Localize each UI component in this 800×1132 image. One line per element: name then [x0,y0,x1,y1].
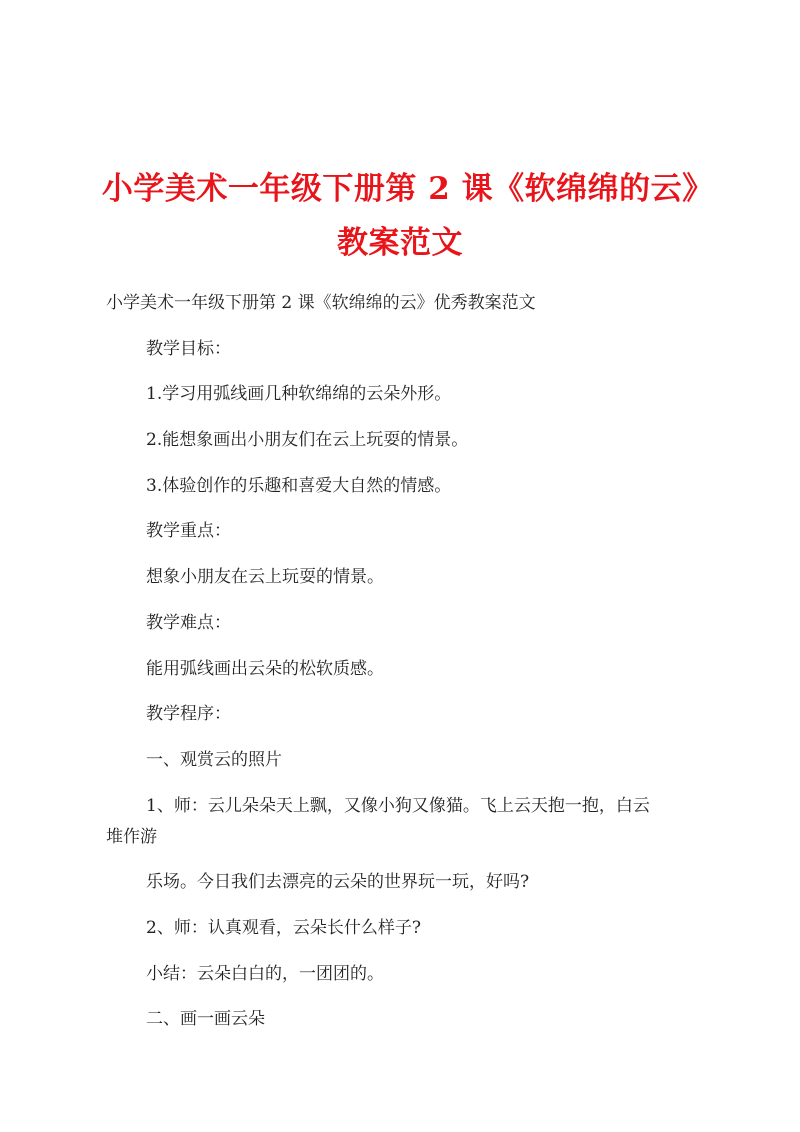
paragraph-section-1-heading: 一、观赏云的照片 [146,749,282,770]
paragraph-summary: 小结：云朵白白的，一团团的。 [146,963,384,984]
paragraph-objective-2: 2.能想象画出小朋友们在云上玩耍的情景。 [146,430,469,451]
document-body [106,288,706,1035]
paragraph-procedure-heading: 教学程序： [146,704,231,725]
paragraph-key-points: 想象小朋友在云上玩耍的情景。 [146,567,384,588]
paragraph-difficulties: 能用弧线画出云朵的松软质感。 [146,658,384,679]
paragraph-playground: 乐场。今日我们去漂亮的云朵的世界玩一玩，好吗? [146,872,530,893]
paragraph-teacher-1: 1、师：云儿朵朵天上飘，又像小狗又像猫。飞上云天抱一抱，白云 [146,795,650,816]
document-title: 小学美术一年级下册第 2 课《软绵绵的云》教案范文 [101,171,699,261]
paragraph-subtitle: 小学美术一年级下册第 2 课《软绵绵的云》优秀教案范文 [106,293,536,313]
paragraph-objective-3: 3.体验创作的乐趣和喜爱大自然的情感。 [146,475,452,496]
paragraph-key-points-heading: 教学重点： [146,521,231,542]
paragraph-teacher-2: 2、师：认真观看，云朵长什么样子? [146,917,421,938]
paragraph-objectives-heading: 教学目标： [146,338,231,359]
paragraph-difficulties-heading: 教学难点： [146,612,231,633]
paragraph-section-2-heading: 二、画一画云朵 [146,1009,265,1030]
paragraph-teacher-1-continued: 堆作游 [106,826,157,847]
paragraph-objective-1: 1.学习用弧线画几种软绵绵的云朵外形。 [146,384,452,405]
